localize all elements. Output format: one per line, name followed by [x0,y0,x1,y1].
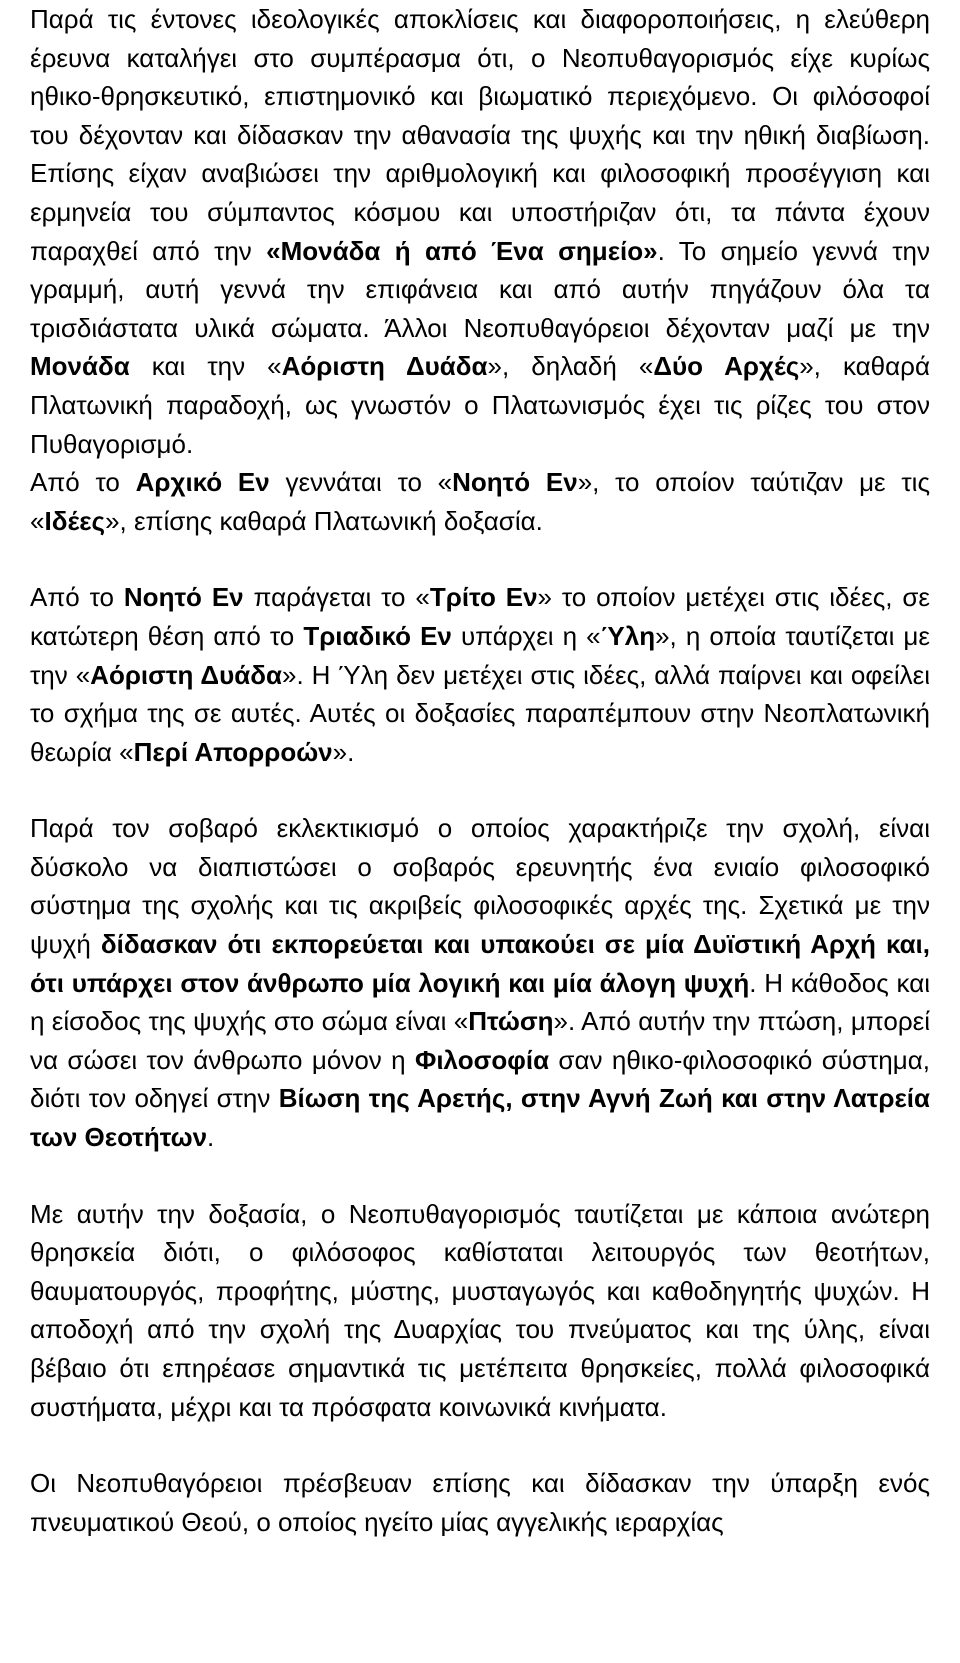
text-segment: ». Η Ύλη δεν μετέχει στις ιδέες, αλλά παίρνει και οφείλει το σχήμα της σε αυτές. Αυτές οι δοξασίες παραπέμπουν στην Νεοπλατωνική θεωρία « [30,659,930,767]
paragraph-archiko-en [30,463,930,540]
text-segment: », επίσης καθαρά Πλατωνική δοξασία. [105,505,543,536]
text-segment: Παρά τις έντονες ιδεολογικές αποκλίσεις και διαφοροποιήσεις, η ελεύθερη έρευνα καταλήγει στο συμπέρασμα ότι, ο Νεοπυθαγορισμός είχε κυρίως ηθικο-θρησκευτικό, επιστημονικό και βιωματικό περιεχόμενο. Οι φιλόσοφοί του δέχονταν και δίδασκαν την αθανασία της ψυχής και την ηθική διαβίωση. Επίσης είχαν αναβιώσει την αριθμολογική και φιλοσοφική προσέγγιση και ερμηνεία του σύμπαντος κόσμου και υποστήριζαν ότι, τα πάντα έχουν παραχθεί από την [30,4,930,266]
text-segment: », η οποία ταυτίζεται με την « [30,620,930,690]
document-page [30,0,930,1541]
bold-text-segment: Περί Απορροών [133,736,333,767]
paragraph-eclecticism [30,809,930,1156]
bold-text-segment: Πτώση [468,1006,554,1037]
bold-text-segment: Δύο Αρχές [653,351,800,382]
text-segment: ». Από αυτήν την πτώση, μπορεί να σώσει τον άνθρωπο μόνον η [30,1006,930,1075]
bold-text-segment: Νοητό Εν [123,582,244,613]
bold-text-segment: Αόριστη Δυάδα [90,659,282,690]
text-segment: Με αυτήν την δοξασία, ο Νεοπυθαγορισμός ταυτίζεται με κάποια ανώτερη θρησκεία διότι, ο φιλόσοφος καθίσταται λειτουργός των θεοτήτων, θαυματουργός, προφήτης, μύστης, μυσταγωγός και καθοδηγητής ψυχών. Η αποδοχή από την σχολή της Δυαρχίας του πνεύματος και της ύλης, είναι βέβαιο ότι επηρέασε σημαντικά τις μετέπειτα θρησκείες, πολλά φιλοσοφικά συστήματα, μέχρι και τα πρόσφατα κοινωνικά κινήματα. [30,1198,930,1422]
bold-text-segment: δίδασκαν ότι εκπορεύεται και υπακούει σε μία Δυϊστική Αρχή και, ότι υπάρχει στον άνθρωπο μία λογική και μία άλογη ψυχή [30,929,931,998]
text-segment: ». [332,736,355,767]
paragraph-ideological-divergences [30,0,930,463]
bold-text-segment: «Μονάδα ή από Ένα σημείο» [266,235,658,266]
text-segment: . Η κάθοδος και η είσοδος της ψυχής στο σώμα είναι « [30,967,931,1037]
bold-text-segment: Τρίτο Εν [429,582,538,613]
text-segment: Από το [30,582,124,613]
paragraph-spiritual-god [30,1464,930,1541]
paragraph-religion [30,1195,930,1427]
text-segment: », καθαρά Πλατωνική παραδοχή, ως γνωστόν ο Πλατωνισμός έχει τις ρίζες του στον Πυθαγορισμό. [30,351,930,459]
text-segment: και την « [129,351,282,382]
bold-text-segment: Ιδέες [44,505,106,536]
text-segment: σαν ηθικο-φιλοσοφικό σύστημα, διότι τον οδηγεί στην [30,1044,930,1114]
text-segment: . Το σημείο γεννά την γραμμή, αυτή γεννά την επιφάνεια και από αυτήν πηγάζουν όλα τα τρισδιάστατα υλικά σώματα. Άλλοι Νεοπυθαγόρειοι δέχονταν μαζί με την [30,235,930,343]
text-segment: . [207,1122,215,1153]
bold-text-segment: Αρχικό Εν [135,467,270,498]
text-segment: Παρά τον σοβαρό εκλεκτικισμό ο οποίος χαρακτήριζε την σχολή, είναι δύσκολο να διαπιστώσει ο σοβαρός ερευνητής ένα ενιαίο φιλοσοφικό σύστημα της σχολής και τις ακριβείς φιλοσοφικές αρχές της. Σχετικά με την ψυχή [30,813,930,960]
text-segment: γεννάται το « [269,467,453,498]
text-segment: παράγεται το « [243,582,430,613]
text-segment: », το οποίον ταύτιζαν με τις « [30,467,930,536]
paragraph-noito-en [30,578,930,771]
bold-text-segment: Βίωση της Αρετής, στην Αγνή Ζωή και στην Λατρεία των Θεοτήτων [30,1083,930,1153]
text-segment: Από το [30,467,136,498]
text-segment: Οι Νεοπυθαγόρειοι πρέσβευαν επίσης και δίδασκαν την ύπαρξη ενός πνευματικού Θεού, ο οποίος ηγείτο μίας αγγελικής ιεραρχίας [30,1468,930,1537]
bold-text-segment: Τριαδικό Εν [303,620,452,651]
bold-text-segment: Φιλοσοφία [414,1044,550,1075]
bold-text-segment: Νοητό Εν [452,467,578,498]
text-segment: υπάρχει η « [451,620,601,651]
bold-text-segment: Μονάδα [30,351,130,382]
bold-text-segment: Αόριστη Δυάδα [281,351,488,382]
text-segment: » το οποίον μετέχει στις ιδέες, σε κατώτερη θέση από το [30,582,931,651]
bold-text-segment: Ύλη [600,620,656,651]
text-segment: », δηλαδή « [487,351,654,382]
